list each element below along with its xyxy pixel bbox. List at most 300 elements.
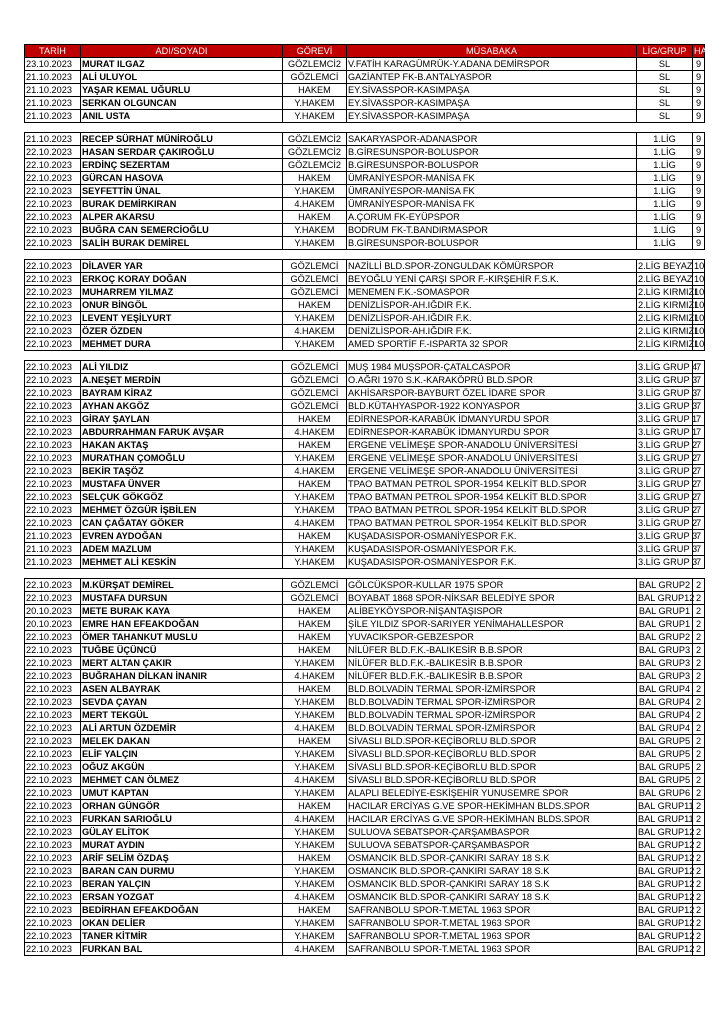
cell-date: 22.10.2023: [25, 852, 81, 865]
cell-date: 22.10.2023: [25, 159, 81, 172]
cell-role: 4.HAKEM: [283, 517, 347, 530]
cell-group: 1.LİG: [637, 211, 693, 224]
cell-date: 22.10.2023: [25, 338, 81, 351]
cell-role: Y.HAKEM: [283, 839, 347, 852]
cell-date: 22.10.2023: [25, 774, 81, 787]
cell-group: BAL GRUP5: [637, 761, 693, 774]
cell-week: 7: [693, 543, 705, 556]
cell-date: 22.10.2023: [25, 631, 81, 644]
cell-role: GÖZLEMCİ2: [283, 133, 347, 146]
cell-week: 9: [693, 185, 705, 198]
cell-role: HAKEM: [283, 530, 347, 543]
cell-role: GÖZLEMCİ: [283, 579, 347, 592]
cell-name: ERSAN YOZGAT: [81, 891, 283, 904]
cell-role: HAKEM: [283, 84, 347, 97]
cell-name: OKAN DELİER: [81, 917, 283, 930]
table-row: [25, 748, 705, 761]
cell-role: HAKEM: [283, 618, 347, 631]
cell-week: 2: [693, 618, 705, 631]
cell-name: TANER KİTMİR: [81, 930, 283, 943]
cell-date: 22.10.2023: [25, 237, 81, 250]
cell-week: 7: [693, 361, 705, 374]
cell-date: 21.10.2023: [25, 133, 81, 146]
cell-match: B.GİRESUNSPOR-BOLUSPOR: [347, 146, 637, 159]
cell-name: BEDİRHAN EFEAKDOĞAN: [81, 904, 283, 917]
cell-week: 10: [694, 338, 705, 349]
cell-name: RECEP SÜRHAT MÜNİROĞLU: [81, 133, 283, 146]
cell-date: 23.10.2023: [25, 58, 81, 71]
cell-week: 7: [693, 504, 705, 517]
cell-group: 3.LİG GRUP 3: [638, 387, 698, 398]
table-row: [25, 618, 705, 631]
cell-name: ONUR BİNGÖL: [81, 299, 283, 312]
cell-week: 9: [693, 71, 705, 84]
cell-match: SİVASLI BLD.SPOR-KEÇİBORLU BLD.SPOR: [347, 761, 637, 774]
separator-cell: [25, 569, 705, 579]
cell-group: BAL GRUP12: [638, 826, 695, 837]
cell-week: 7: [693, 400, 705, 413]
table-row: [25, 683, 705, 696]
cell-group: 3.LİG GRUP 2: [638, 504, 698, 515]
group-separator: [25, 123, 705, 133]
cell-group: 3.LİG GRUP 2: [638, 491, 698, 502]
cell-role: GÖZLEMCİ: [283, 286, 347, 299]
cell-date: 22.10.2023: [25, 185, 81, 198]
cell-match: ÜMRANİYESPOR-MANİSA FK: [347, 172, 637, 185]
cell-role: Y.HAKEM: [283, 826, 347, 839]
cell-date: 22.10.2023: [25, 683, 81, 696]
cell-match: SULUOVA SEBATSPOR-ÇARŞAMBASPOR: [347, 839, 637, 852]
cell-week: 2: [693, 670, 705, 683]
cell-role: 4.HAKEM: [283, 426, 347, 439]
cell-group: BAL GRUP5: [637, 748, 693, 761]
cell-week: 9: [693, 84, 705, 97]
table-row: [25, 286, 705, 299]
cell-match: SAFRANBOLU SPOR-T.METAL 1963 SPOR: [347, 917, 637, 930]
cell-week: 2: [693, 800, 705, 813]
cell-group: 1.LİG: [637, 185, 693, 198]
cell-date: 22.10.2023: [25, 748, 81, 761]
cell-group: 2.LİG KIRMIZI: [638, 299, 697, 310]
cell-week: 9: [693, 198, 705, 211]
table-row: [25, 71, 705, 84]
cell-name: ALİ YILDIZ: [81, 361, 283, 374]
cell-group: BAL GRUP4: [637, 696, 693, 709]
cell-date: 22.10.2023: [25, 273, 81, 286]
cell-date: 22.10.2023: [25, 813, 81, 826]
cell-name: ABDURRAHMAN FARUK AVŞAR: [81, 426, 283, 439]
cell-name: BARAN CAN DURMU: [81, 865, 283, 878]
cell-name: MUSTAFA ÜNVER: [81, 478, 283, 491]
cell-date: 22.10.2023: [25, 325, 81, 338]
cell-group: 2.LİG KIRMIZI: [638, 338, 697, 349]
table-row: [25, 374, 705, 387]
cell-group: SL: [637, 110, 693, 123]
cell-date: 21.10.2023: [25, 84, 81, 97]
cell-week: 2: [693, 774, 705, 787]
cell-week: 7: [693, 374, 705, 387]
cell-week: 2: [693, 904, 705, 917]
table-row: [25, 426, 705, 439]
cell-week: 7: [693, 517, 705, 530]
cell-date: 21.10.2023: [25, 97, 81, 110]
cell-name: MURAT ILGAZ: [81, 58, 283, 71]
cell-match: SAFRANBOLU SPOR-T.METAL 1963 SPOR: [347, 943, 637, 956]
cell-week: 2: [693, 683, 705, 696]
table-row: [25, 904, 705, 917]
cell-match: EDİRNESPOR-KARABÜK İDMANYURDU SPOR: [347, 426, 637, 439]
cell-week: 2: [693, 865, 705, 878]
cell-match: KUŞADASISPOR-OSMANİYESPOR F.K.: [347, 543, 637, 556]
table-row: [25, 943, 705, 956]
cell-date: 21.10.2023: [25, 110, 81, 123]
cell-role: Y.HAKEM: [283, 338, 347, 351]
cell-role: 4.HAKEM: [283, 325, 347, 338]
table-row: [25, 800, 705, 813]
cell-role: HAKEM: [283, 439, 347, 452]
cell-date: 22.10.2023: [25, 735, 81, 748]
cell-group: BAL GRUP12: [638, 878, 695, 889]
table-row: [25, 146, 705, 159]
cell-role: Y.HAKEM: [283, 761, 347, 774]
cell-role: Y.HAKEM: [283, 543, 347, 556]
table-row: [25, 774, 705, 787]
cell-match: TPAO BATMAN PETROL SPOR-1954 KELKİT BLD.SPOR: [347, 504, 637, 517]
cell-week: 2: [693, 852, 705, 865]
cell-match: NİLÜFER BLD.F.K.-BALIKESİR B.B.SPOR: [347, 657, 637, 670]
cell-role: GÖZLEMCİ2: [283, 58, 347, 71]
cell-match: ERGENE VELİMEŞE SPOR-ANADOLU ÜNİVERSİTESİ: [347, 439, 637, 452]
cell-date: 20.10.2023: [25, 605, 81, 618]
cell-week: 7: [693, 439, 705, 452]
cell-name: SEYFETTİN ÜNAL: [81, 185, 283, 198]
cell-name: A.NEŞET MERDİN: [81, 374, 283, 387]
cell-group: BAL GRUP3: [637, 657, 693, 670]
cell-group: BAL GRUP3: [637, 670, 693, 683]
cell-match: SAKARYASPOR-ADANASPOR: [347, 133, 637, 146]
cell-name: MURATHAN ÇOMOĞLU: [81, 452, 283, 465]
cell-match: GAZİANTEP FK-B.ANTALYASPOR: [347, 71, 637, 84]
cell-match: B.GİRESUNSPOR-BOLUSPOR: [347, 159, 637, 172]
cell-match: BLD.KÜTAHYASPOR-1922 KONYASPOR: [347, 400, 637, 413]
cell-week: 2: [693, 930, 705, 943]
cell-date: 22.10.2023: [25, 917, 81, 930]
table-row: [25, 556, 705, 569]
header-match: MÜSABAKA: [347, 45, 637, 58]
cell-name: ÖMER TAHANKUT MUSLU: [81, 631, 283, 644]
cell-week: 10: [694, 273, 705, 284]
cell-group: BAL GRUP3: [637, 644, 693, 657]
cell-group: BAL GRUP12: [638, 904, 695, 915]
cell-week: 2: [693, 709, 705, 722]
cell-group: 1.LİG: [637, 146, 693, 159]
cell-name: SERKAN OLGUNCAN: [81, 97, 283, 110]
cell-role: Y.HAKEM: [283, 110, 347, 123]
table-row: [25, 696, 705, 709]
table-row: [25, 110, 705, 123]
cell-match: MENEMEN F.K.-SOMASPOR: [347, 286, 637, 299]
cell-match: MUŞ 1984 MUŞSPOR-ÇATALCASPOR: [347, 361, 637, 374]
table-row: [25, 325, 705, 338]
cell-role: HAKEM: [283, 644, 347, 657]
cell-week: 7: [693, 491, 705, 504]
cell-name: ERKOÇ KORAY DOĞAN: [81, 273, 283, 286]
table-row: [25, 657, 705, 670]
cell-date: 22.10.2023: [25, 839, 81, 852]
cell-match: SAFRANBOLU SPOR-T.METAL 1963 SPOR: [347, 930, 637, 943]
cell-week: 7: [693, 465, 705, 478]
table-row: [25, 84, 705, 97]
cell-week: 9: [693, 133, 705, 146]
group-separator: [25, 351, 705, 361]
cell-role: HAKEM: [283, 852, 347, 865]
cell-match: DENİZLİSPOR-AH.IĞDIR F.K.: [347, 299, 637, 312]
table-row: [25, 761, 705, 774]
cell-date: 22.10.2023: [25, 517, 81, 530]
cell-role: HAKEM: [283, 211, 347, 224]
cell-role: Y.HAKEM: [283, 97, 347, 110]
cell-role: HAKEM: [283, 172, 347, 185]
cell-group: 1.LİG: [637, 159, 693, 172]
cell-role: Y.HAKEM: [283, 787, 347, 800]
cell-date: 21.10.2023: [25, 543, 81, 556]
cell-group: 2.LİG KIRMIZI: [638, 325, 697, 336]
cell-group: 3.LİG GRUP 3: [638, 530, 698, 541]
cell-week: 9: [693, 172, 705, 185]
table-row: [25, 478, 705, 491]
table-row: [25, 530, 705, 543]
cell-week: 2: [693, 657, 705, 670]
table-row: [25, 722, 705, 735]
cell-name: MEHMET DURA: [81, 338, 283, 351]
table-row: [25, 826, 705, 839]
cell-name: SELÇUK GÖKGÖZ: [81, 491, 283, 504]
cell-name: ALPER AKARSU: [81, 211, 283, 224]
cell-date: 22.10.2023: [25, 172, 81, 185]
cell-group: 3.LİG GRUP 1: [638, 413, 698, 424]
cell-date: 22.10.2023: [25, 286, 81, 299]
table-row: [25, 224, 705, 237]
cell-date: 22.10.2023: [25, 465, 81, 478]
table-row: [25, 413, 705, 426]
cell-date: 22.10.2023: [25, 579, 81, 592]
header-row: [25, 45, 705, 58]
cell-week: 2: [693, 644, 705, 657]
cell-role: Y.HAKEM: [283, 696, 347, 709]
cell-role: HAKEM: [283, 735, 347, 748]
table-row: [25, 185, 705, 198]
table-row: [25, 237, 705, 250]
cell-match: HACILAR ERCİYAS G.VE SPOR-HEKİMHAN BLDS.SPOR: [347, 813, 637, 826]
cell-role: HAKEM: [283, 478, 347, 491]
cell-date: 22.10.2023: [25, 146, 81, 159]
cell-date: 22.10.2023: [25, 826, 81, 839]
table-row: [25, 491, 705, 504]
header-date: TARİH: [25, 45, 81, 58]
cell-name: MELEK DAKAN: [81, 735, 283, 748]
cell-group: 3.LİG GRUP 2: [638, 517, 698, 528]
cell-group: 3.LİG GRUP 2: [638, 478, 698, 489]
cell-date: 20.10.2023: [25, 618, 81, 631]
cell-match: BLD.BOLVADİN TERMAL SPOR-İZMİRSPOR: [347, 709, 637, 722]
cell-match: SİVASLI BLD.SPOR-KEÇİBORLU BLD.SPOR: [347, 748, 637, 761]
cell-match: BODRUM FK-T.BANDIRMASPOR: [347, 224, 637, 237]
cell-match: OSMANCIK BLD.SPOR-ÇANKIRI SARAY 18 S.K: [347, 852, 637, 865]
cell-group: 2.LİG BEYAZ: [638, 273, 693, 284]
cell-week: 2: [693, 735, 705, 748]
cell-match: EY.SİVASSPOR-KASIMPAŞA: [347, 110, 637, 123]
cell-group: 3.LİG GRUP 2: [638, 452, 698, 463]
cell-date: 22.10.2023: [25, 891, 81, 904]
cell-match: V.FATİH KARAGÜMRÜK-Y.ADANA DEMİRSPOR: [347, 58, 637, 71]
cell-date: 22.10.2023: [25, 211, 81, 224]
separator-cell: [25, 351, 705, 361]
cell-date: 22.10.2023: [25, 387, 81, 400]
cell-group: BAL GRUP11: [638, 800, 694, 811]
cell-week: 9: [693, 146, 705, 159]
cell-week: 7: [693, 530, 705, 543]
cell-name: MURAT AYDIN: [81, 839, 283, 852]
cell-group: BAL GRUP11: [638, 813, 694, 824]
cell-match: YUVACIKSPOR-GEBZESPOR: [347, 631, 637, 644]
cell-date: 22.10.2023: [25, 865, 81, 878]
cell-date: 22.10.2023: [25, 400, 81, 413]
cell-role: Y.HAKEM: [283, 185, 347, 198]
cell-group: 1.LİG: [637, 172, 693, 185]
cell-date: 22.10.2023: [25, 198, 81, 211]
cell-role: 4.HAKEM: [283, 670, 347, 683]
table-row: [25, 133, 705, 146]
table-row: [25, 709, 705, 722]
cell-group: BAL GRUP12: [638, 930, 695, 941]
cell-group: BAL GRUP1: [637, 605, 693, 618]
cell-role: Y.HAKEM: [283, 865, 347, 878]
cell-date: 22.10.2023: [25, 439, 81, 452]
cell-name: EVREN AYDOĞAN: [81, 530, 283, 543]
cell-group: 1.LİG: [637, 237, 693, 250]
cell-week: 2: [693, 748, 705, 761]
cell-role: 4.HAKEM: [283, 943, 347, 956]
cell-role: Y.HAKEM: [283, 491, 347, 504]
table-row: [25, 452, 705, 465]
cell-match: KUŞADASISPOR-OSMANİYESPOR F.K.: [347, 530, 637, 543]
cell-role: GÖZLEMCİ: [283, 260, 347, 273]
table-row: [25, 273, 705, 286]
cell-name: FURKAN SARIOĞLU: [81, 813, 283, 826]
cell-name: ASEN ALBAYRAK: [81, 683, 283, 696]
cell-group: BAL GRUP2: [637, 631, 693, 644]
cell-match: ŞİLE YILDIZ SPOR-SARIYER YENİMAHALLESPOR: [347, 618, 637, 631]
cell-role: HAKEM: [283, 605, 347, 618]
table-row: [25, 644, 705, 657]
cell-group: BAL GRUP12: [638, 865, 695, 876]
cell-role: 4.HAKEM: [283, 891, 347, 904]
cell-match: GÖLCÜKSPOR-KULLAR 1975 SPOR: [347, 579, 637, 592]
cell-group: BAL GRUP12: [638, 839, 695, 850]
cell-match: DENİZLİSPOR-AH.IĞDIR F.K.: [347, 325, 637, 338]
cell-role: GÖZLEMCİ: [283, 374, 347, 387]
cell-name: HAKAN AKTAŞ: [81, 439, 283, 452]
cell-group: BAL GRUP12: [638, 592, 695, 603]
table-row: [25, 299, 705, 312]
table-row: [25, 839, 705, 852]
cell-week: 2: [693, 696, 705, 709]
table-body: [25, 58, 705, 956]
cell-name: EMRE HAN EFEAKDOĞAN: [81, 618, 283, 631]
cell-match: ERGENE VELİMEŞE SPOR-ANADOLU ÜNİVERSİTESİ: [347, 465, 637, 478]
cell-date: 22.10.2023: [25, 260, 81, 273]
cell-date: 22.10.2023: [25, 413, 81, 426]
cell-group: 3.LİG GRUP 3: [638, 543, 698, 554]
cell-name: ÖZER ÖZDEN: [81, 325, 283, 338]
cell-week: 2: [693, 839, 705, 852]
cell-name: BAYRAM KİRAZ: [81, 387, 283, 400]
cell-group: BAL GRUP12: [638, 852, 695, 863]
cell-group: BAL GRUP4: [637, 683, 693, 696]
cell-match: OSMANCIK BLD.SPOR-ÇANKIRI SARAY 18 S.K: [347, 878, 637, 891]
table-row: [25, 312, 705, 325]
cell-week: 9: [693, 211, 705, 224]
cell-group: SL: [637, 58, 693, 71]
cell-date: 21.10.2023: [25, 71, 81, 84]
cell-group: 2.LİG KIRMIZI: [638, 286, 697, 297]
cell-name: BURAK DEMİRKIRAN: [81, 198, 283, 211]
cell-name: FURKAN BAL: [81, 943, 283, 956]
cell-name: OĞUZ AKGÜN: [81, 761, 283, 774]
cell-match: SİVASLI BLD.SPOR-KEÇİBORLU BLD.SPOR: [347, 774, 637, 787]
cell-role: GÖZLEMCİ2: [283, 146, 347, 159]
cell-group: 2.LİG KIRMIZI: [638, 312, 697, 323]
cell-week: 10: [694, 286, 705, 297]
cell-week: 7: [693, 387, 705, 400]
cell-name: AYHAN AKGÖZ: [81, 400, 283, 413]
header-week: HAFTA: [694, 45, 724, 56]
cell-role: Y.HAKEM: [283, 917, 347, 930]
cell-week: 7: [693, 413, 705, 426]
cell-group: BAL GRUP5: [637, 735, 693, 748]
cell-week: 7: [693, 426, 705, 439]
header-group: LİG/GRUP: [637, 45, 693, 58]
cell-week: 2: [693, 722, 705, 735]
cell-name: ANIL USTA: [81, 110, 283, 123]
cell-date: 22.10.2023: [25, 709, 81, 722]
cell-name: GÜRCAN HASOVA: [81, 172, 283, 185]
cell-date: 22.10.2023: [25, 670, 81, 683]
table-row: [25, 260, 705, 273]
cell-group: SL: [637, 97, 693, 110]
cell-date: 22.10.2023: [25, 504, 81, 517]
cell-role: Y.HAKEM: [283, 709, 347, 722]
cell-name: ORHAN GÜNGÖR: [81, 800, 283, 813]
cell-role: Y.HAKEM: [283, 237, 347, 250]
cell-role: HAKEM: [283, 631, 347, 644]
table-row: [25, 439, 705, 452]
cell-group: SL: [637, 71, 693, 84]
cell-week: 9: [693, 159, 705, 172]
cell-match: OSMANCIK BLD.SPOR-ÇANKIRI SARAY 18 S.K: [347, 865, 637, 878]
cell-name: METE BURAK KAYA: [81, 605, 283, 618]
cell-name: TUĞBE ÜÇÜNCÜ: [81, 644, 283, 657]
cell-match: NAZİLLİ BLD.SPOR-ZONGULDAK KÖMÜRSPOR: [347, 260, 637, 273]
cell-role: GÖZLEMCİ: [283, 71, 347, 84]
cell-role: Y.HAKEM: [283, 452, 347, 465]
separator-cell: [25, 123, 705, 133]
cell-week: 7: [693, 556, 705, 569]
table-row: [25, 387, 705, 400]
cell-role: 4.HAKEM: [283, 465, 347, 478]
cell-name: ELİF YALÇIN: [81, 748, 283, 761]
table-row: [25, 58, 705, 71]
